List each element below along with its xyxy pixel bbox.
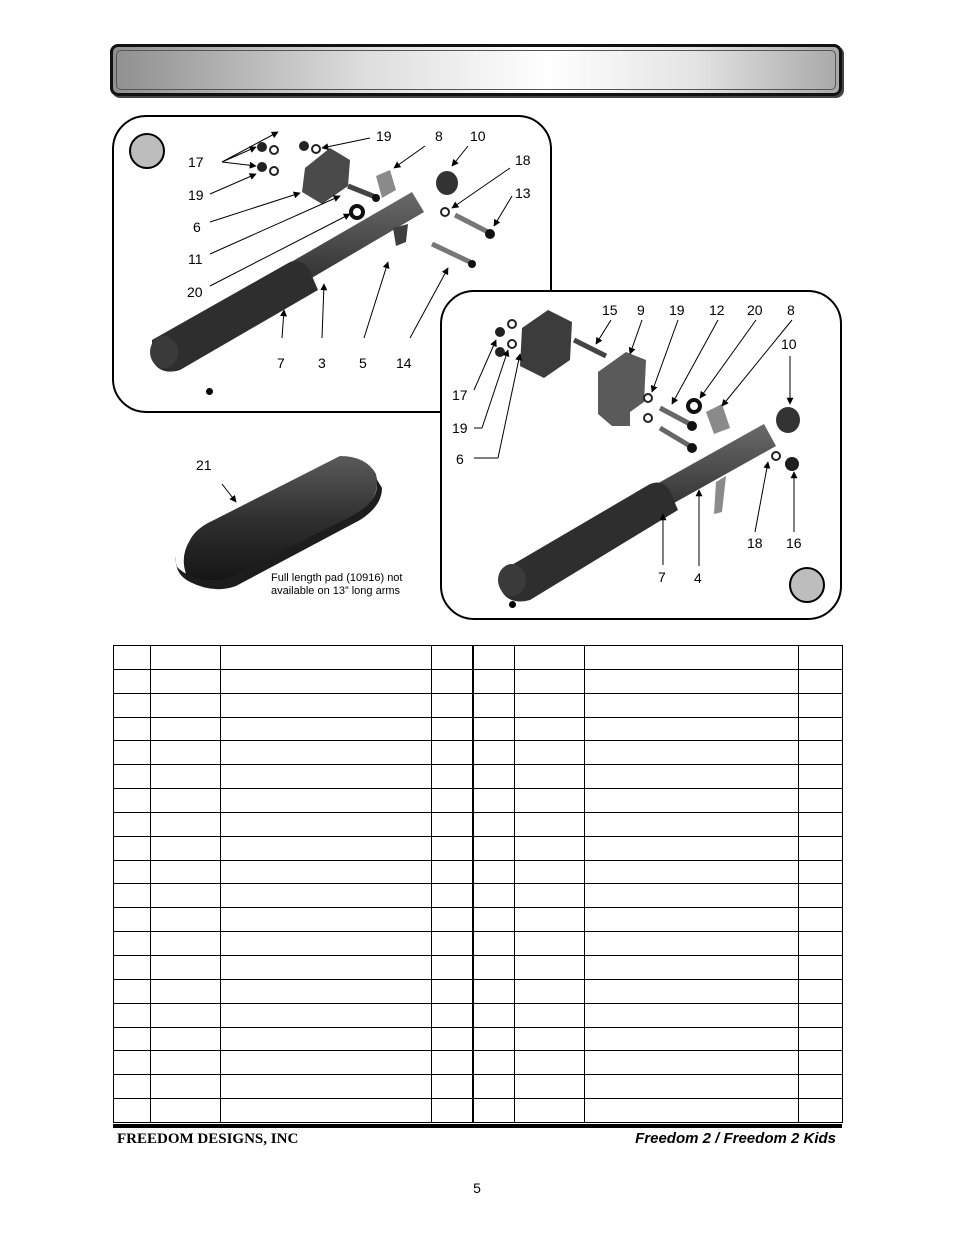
table-cell [432,765,473,789]
table-cell [151,669,221,693]
table-cell [114,717,151,741]
table-cell [473,789,515,813]
table-cell [151,836,221,860]
table-cell [473,1051,515,1075]
table-cell [585,1075,799,1099]
table-cell [515,955,585,979]
table-cell [473,741,515,765]
table-cell [473,884,515,908]
table-cell [799,1051,843,1075]
table-cell [585,884,799,908]
table-cell [515,646,585,670]
table-row [114,1027,843,1051]
table-cell [515,669,585,693]
table-cell [473,932,515,956]
table-cell [585,908,799,932]
callout-17-b: 17 [452,387,468,403]
table-cell [151,646,221,670]
table-cell [432,741,473,765]
table-cell [432,789,473,813]
table-cell [585,1003,799,1027]
table-cell [473,1099,515,1123]
table-cell [799,908,843,932]
callout-20-a: 20 [187,284,203,300]
table-cell [114,908,151,932]
pad-note-line-2: available on 13” long arms [271,585,401,597]
table-cell [799,669,843,693]
table-row [114,669,843,693]
table-cell [221,836,432,860]
table-cell [221,789,432,813]
table-cell [432,860,473,884]
table-cell [515,836,585,860]
table-cell [151,860,221,884]
callout-11-a: 11 [188,251,203,267]
table-cell [515,860,585,884]
table-cell [473,836,515,860]
table-cell [432,955,473,979]
table-cell [432,979,473,1003]
mount-block-a [302,148,350,204]
table-cell [151,1075,221,1099]
table-cell [799,693,843,717]
table-cell [432,1003,473,1027]
table-cell [515,765,585,789]
table-cell [114,693,151,717]
callout-8-b: 8 [787,302,795,318]
diagram-a-parts [150,132,512,372]
table-cell [221,1003,432,1027]
table-cell [151,765,221,789]
callout-13-a: 13 [515,185,531,201]
table-cell [432,1099,473,1123]
callout-6-a: 6 [193,219,201,235]
table-cell [151,908,221,932]
table-cell [515,932,585,956]
table-cell [585,860,799,884]
table-cell [114,1027,151,1051]
table-cell [114,1099,151,1123]
table-row [114,789,843,813]
table-cell [221,646,432,670]
table-cell [432,717,473,741]
table-cell [432,669,473,693]
table-cell [221,860,432,884]
table-cell [114,979,151,1003]
table-cell [151,741,221,765]
table-cell [799,836,843,860]
table-cell [151,1027,221,1051]
table-cell [151,979,221,1003]
table-cell [585,693,799,717]
table-cell [585,932,799,956]
table-cell [515,812,585,836]
table-cell [432,812,473,836]
table-cell [114,789,151,813]
table-cell [585,979,799,1003]
table-cell [473,979,515,1003]
table-cell [515,979,585,1003]
table-cell [151,717,221,741]
page-number: 5 [473,1180,481,1196]
table-cell [432,1027,473,1051]
table-cell [585,1027,799,1051]
table-cell [114,669,151,693]
table-cell [151,1099,221,1123]
table-cell [473,646,515,670]
callout-10-a: 10 [470,128,486,144]
table-cell [515,1099,585,1123]
table-cell [114,1075,151,1099]
table-cell [221,1075,432,1099]
table-cell [585,955,799,979]
table-cell [515,789,585,813]
table-cell [114,932,151,956]
table-cell [515,884,585,908]
table-cell [114,646,151,670]
table-cell [221,693,432,717]
diagram-b-parts [474,310,800,602]
table-cell [473,669,515,693]
callout-21-pad: 21 [196,457,212,473]
callout-10-b: 10 [781,336,797,352]
pad-availability-note [271,572,441,598]
table-row [114,693,843,717]
table-row [114,765,843,789]
callout-8-a: 8 [435,128,443,144]
table-cell [432,932,473,956]
table-cell [114,1051,151,1075]
table-cell [114,1003,151,1027]
table-cell [221,669,432,693]
table-row [114,836,843,860]
table-cell [432,1051,473,1075]
table-cell [799,646,843,670]
callout-7-b: 7 [658,569,666,585]
table-cell [585,1051,799,1075]
table-cell [799,932,843,956]
table-row [114,932,843,956]
callout-16-b: 16 [786,535,802,551]
table-row [114,1051,843,1075]
table-cell [515,693,585,717]
table-cell [221,955,432,979]
table-cell [432,693,473,717]
table-cell [799,812,843,836]
table-row [114,884,843,908]
parts-list-table [113,645,843,1123]
table-cell [799,955,843,979]
table-cell [585,789,799,813]
table-cell [221,1099,432,1123]
table-cell [432,908,473,932]
table-cell [585,812,799,836]
callout-19-a: 19 [188,187,204,203]
table-row [114,646,843,670]
table-cell [515,1051,585,1075]
table-cell [221,932,432,956]
table-row [114,1075,843,1099]
callout-19-a-top: 19 [376,128,392,144]
table-cell [221,741,432,765]
table-cell [585,646,799,670]
table-cell [799,1027,843,1051]
table-cell [114,955,151,979]
table-cell [151,955,221,979]
table-cell [432,646,473,670]
table-cell [585,717,799,741]
table-cell [221,884,432,908]
table-cell [515,908,585,932]
table-cell [151,693,221,717]
table-cell [473,693,515,717]
table-row [114,812,843,836]
table-cell [473,717,515,741]
table-row [114,717,843,741]
table-cell [114,765,151,789]
table-cell [515,717,585,741]
table-cell [799,1099,843,1123]
table-row [114,741,843,765]
callout-14-a: 14 [396,355,412,371]
table-row [114,1099,843,1123]
table-cell [799,1075,843,1099]
table-cell [221,812,432,836]
footer-rule [113,1124,842,1128]
table-cell [114,741,151,765]
table-cell [473,765,515,789]
table-cell [585,765,799,789]
table-cell [221,1027,432,1051]
table-row [114,955,843,979]
callout-15-b: 15 [602,302,618,318]
table-cell [432,836,473,860]
table-cell [114,884,151,908]
table-cell [585,669,799,693]
table-cell [114,812,151,836]
table-cell [585,1099,799,1123]
callout-6-b: 6 [456,451,464,467]
table-cell [799,765,843,789]
table-cell [799,789,843,813]
table-cell [151,812,221,836]
table-cell [151,884,221,908]
table-row [114,860,843,884]
callout-18-b: 18 [747,535,763,551]
table-cell [151,789,221,813]
table-cell [221,717,432,741]
table-cell [799,1003,843,1027]
table-cell [799,717,843,741]
table-row [114,1003,843,1027]
table-cell [221,908,432,932]
table-cell [515,741,585,765]
table-cell [799,884,843,908]
table-cell [221,1051,432,1075]
table-cell [515,1075,585,1099]
table-cell [799,860,843,884]
table-cell [114,836,151,860]
table-cell [799,741,843,765]
callout-3-a: 3 [318,355,326,371]
table-cell [151,1051,221,1075]
table-cell [515,1003,585,1027]
table-cell [473,1075,515,1099]
arm-pad [176,456,382,589]
pad-note-line-1: Full length pad (10916) not [271,572,403,584]
table-cell [585,741,799,765]
callout-19-b-top: 19 [669,302,685,318]
table-cell [151,932,221,956]
callout-20-b: 20 [747,302,763,318]
table-cell [585,836,799,860]
table-cell [515,1027,585,1051]
table-cell [799,979,843,1003]
table-row [114,979,843,1003]
callout-9-b: 9 [637,302,645,318]
table-cell [473,1027,515,1051]
callout-18-a: 18 [515,152,531,168]
table-cell [473,908,515,932]
table-cell [221,765,432,789]
footer-product: Freedom 2 / Freedom 2 Kids [635,1130,836,1147]
table-cell [151,1003,221,1027]
table-cell [432,884,473,908]
table-row [114,908,843,932]
table-cell [473,860,515,884]
table-cell [473,1003,515,1027]
table-cell [114,860,151,884]
callout-17-a: 17 [188,154,204,170]
callout-7-a: 7 [277,355,285,371]
table-cell [473,955,515,979]
callout-12-b: 12 [709,302,725,318]
callout-5-a: 5 [359,355,367,371]
callout-4-b: 4 [694,570,702,586]
table-cell [473,812,515,836]
footer-company: FREEDOM DESIGNS, INC [117,1131,299,1147]
table-cell [432,1075,473,1099]
table-cell [221,979,432,1003]
callout-19-b: 19 [452,420,468,436]
